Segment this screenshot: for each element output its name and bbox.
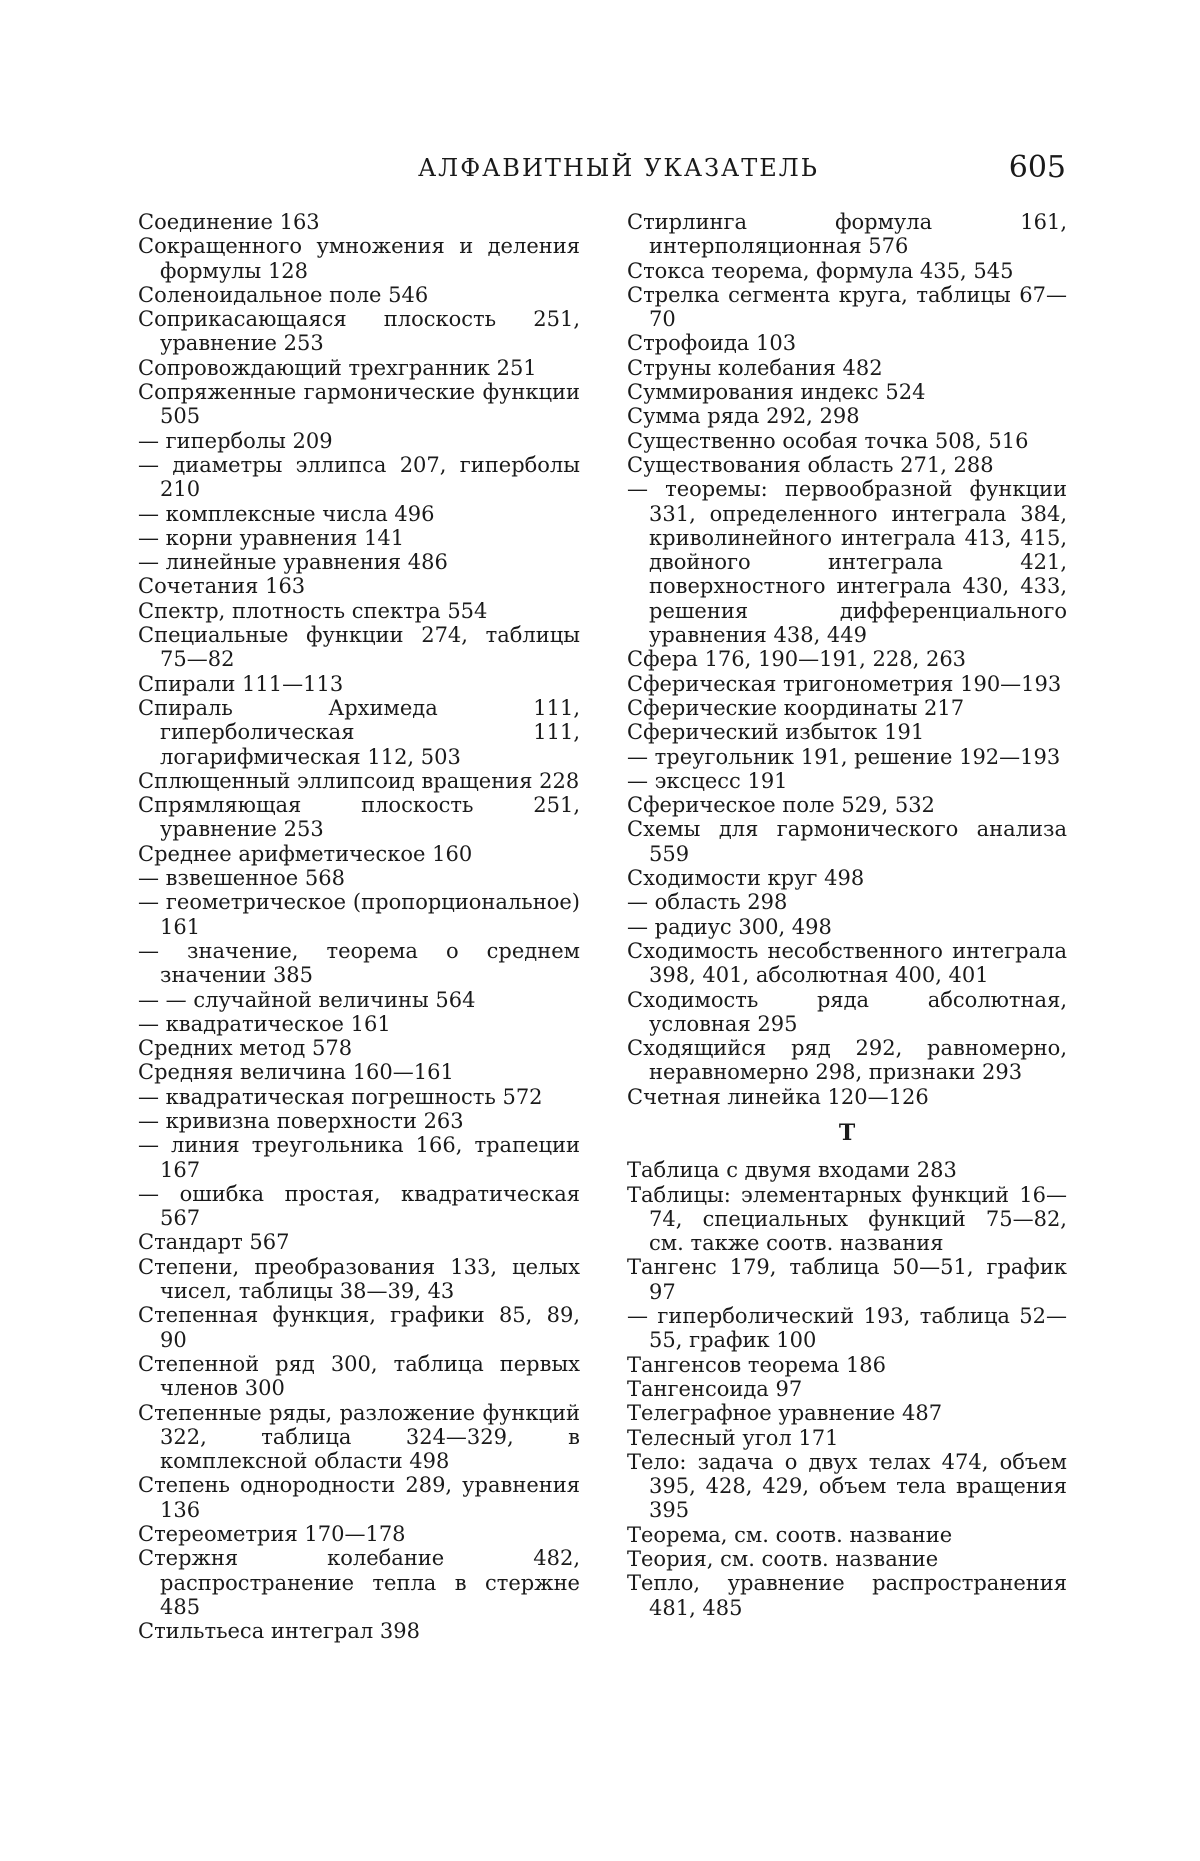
index-entry: Стрелка сегмента круга, таблицы 67—70 bbox=[627, 282, 1067, 332]
index-entry: Сплющенный эллипсоид вращения 228 bbox=[138, 768, 580, 793]
running-title: АЛФАВИТНЫЙ УКАЗАТЕЛЬ bbox=[418, 154, 819, 182]
page-number: 605 bbox=[1008, 150, 1066, 185]
index-column-left bbox=[138, 210, 580, 1644]
index-entry: Среднее арифметическое 160 bbox=[138, 841, 473, 866]
index-entry: Тело: задача о двух телах 474, объем 395, 428, 429, объем тела вращения 395 bbox=[627, 1449, 1067, 1523]
index-entry: Стильтьеса интеграл 398 bbox=[138, 1619, 420, 1644]
index-entry: — область 298 bbox=[627, 890, 788, 915]
index-entry: Степенная функция, графики 85, 89, 90 bbox=[138, 1303, 580, 1352]
index-entry: — диаметры эллипса 207, гиперболы 210 bbox=[138, 452, 580, 502]
index-group-t bbox=[627, 1158, 1067, 1620]
index-entry: — геометрическое (пропорциональное) 161 bbox=[138, 890, 580, 939]
index-entry: — треугольник 191, решение 192—193 bbox=[627, 744, 1061, 769]
index-entry: Степенной ряд 300, таблица первых членов 300 bbox=[138, 1351, 580, 1401]
index-entry: Спрямляющая плоскость 251, уравнение 253 bbox=[138, 793, 580, 842]
index-entry: Сходимость ряда абсолютная, условная 295 bbox=[627, 987, 1067, 1036]
index-entry: Стокса теорема, формула 435, 545 bbox=[627, 258, 1014, 283]
index-entry: Средних метод 578 bbox=[138, 1036, 353, 1061]
index-entry: Специальные функции 274, таблицы 75—82 bbox=[138, 623, 580, 672]
index-group-s-continued bbox=[627, 210, 1067, 1109]
index-entry: Суммирования индекс 524 bbox=[627, 380, 926, 405]
index-entry: Схемы для гармонического анализа 559 bbox=[627, 817, 1067, 866]
index-entry: Стандарт 567 bbox=[138, 1230, 290, 1255]
index-entry: Средняя величина 160—161 bbox=[138, 1060, 454, 1085]
index-entry: — корни уравнения 141 bbox=[138, 525, 405, 550]
index-entry: Телесный угол 171 bbox=[627, 1425, 839, 1450]
index-entry: — гиперболы 209 bbox=[138, 428, 333, 453]
index-entry: — значение, теорема о среднем значении 385 bbox=[138, 938, 580, 988]
index-entry: Стирлинга формула 161, интерполяционная 576 bbox=[627, 210, 1067, 259]
index-entry: Степени, преобразования 133, целых чисел, таблицы 38—39, 43 bbox=[138, 1254, 580, 1304]
index-entry: Сокращенного умножения и деления формулы 128 bbox=[138, 234, 580, 283]
index-entry: Соединение 163 bbox=[138, 210, 320, 234]
index-entry: Соленоидальное поле 546 bbox=[138, 282, 429, 307]
index-entry: Тангенсоида 97 bbox=[627, 1376, 803, 1401]
index-entry: — квадратическая погрешность 572 bbox=[138, 1084, 543, 1109]
index-entry: Строфоида 103 bbox=[627, 331, 797, 356]
index-entry: Тангенсов теорема 186 bbox=[627, 1352, 887, 1377]
index-entry: Сферический избыток 191 bbox=[627, 720, 925, 745]
index-entry: Сопровождающий трехгранник 251 bbox=[138, 355, 537, 380]
index-entry: Сходимости круг 498 bbox=[627, 866, 865, 891]
index-entry: — эксцесс 191 bbox=[627, 768, 788, 793]
index-entry: Спирали 111—113 bbox=[138, 671, 344, 696]
index-entry: — ошибка простая, квадратическая 567 bbox=[138, 1181, 580, 1231]
index-entry: Стереометрия 170—178 bbox=[138, 1522, 406, 1547]
index-entry: — гиперболический 193, таблица 52—55, график 100 bbox=[627, 1304, 1067, 1353]
index-entry: Соприкасающаяся плоскость 251, уравнение 253 bbox=[138, 307, 580, 356]
index-entry: Счетная линейка 120—126 bbox=[627, 1084, 929, 1109]
index-entry: Сумма ряда 292, 298 bbox=[627, 404, 860, 429]
index-entry: Таблицы: элементарных функций 16—74, специальных функций 75—82, см. также соотв. названия bbox=[627, 1182, 1067, 1256]
index-entry: — — случайной величины 564 bbox=[138, 987, 476, 1012]
index-entry: Степень однородности 289, уравнения 136 bbox=[138, 1473, 580, 1522]
index-entry: Сферическая тригонометрия 190—193 bbox=[627, 671, 1062, 696]
index-entry: Спектр, плотность спектра 554 bbox=[138, 598, 488, 623]
index-entry: Сферические координаты 217 bbox=[627, 695, 965, 720]
index-entry: Существования область 271, 288 bbox=[627, 452, 994, 477]
index-entry: — линейные уравнения 486 bbox=[138, 550, 448, 575]
index-entry: Тепло, уравнение распространения 481, 485 bbox=[627, 1571, 1067, 1620]
index-entry: Стержня колебание 482, распространение тепла в стержне 485 bbox=[138, 1546, 580, 1619]
index-entry: Спираль Архимеда 111, гиперболическая 111, логарифмическая 112, 503 bbox=[138, 695, 580, 769]
index-entry: — кривизна поверхности 263 bbox=[138, 1108, 464, 1133]
index-entry: Существенно особая точка 508, 516 bbox=[627, 428, 1029, 453]
section-letter: Т bbox=[838, 1119, 856, 1146]
index-entry: — квадратическое 161 bbox=[138, 1011, 391, 1036]
index-entry: — взвешенное 568 bbox=[138, 866, 345, 891]
index-entry: — комплексные числа 496 bbox=[138, 501, 435, 526]
index-entry: Сферическое поле 529, 532 bbox=[627, 793, 935, 818]
index-entry: Теорема, см. соотв. название bbox=[627, 1522, 953, 1547]
index-entry: Степенные ряды, разложение функций 322, таблица 324—329, в комплексной области 498 bbox=[138, 1400, 580, 1474]
index-entry: — линия треугольника 166, трапеции 167 bbox=[138, 1133, 580, 1182]
index-entry: Сопряженные гармонические функции 505 bbox=[138, 380, 580, 429]
index-entry: Теория, см. соотв. название bbox=[627, 1547, 939, 1572]
page-header bbox=[138, 150, 1066, 190]
index-entry: Тангенс 179, таблица 50—51, график 97 bbox=[627, 1255, 1067, 1304]
index-entry: Таблица с двумя входами 283 bbox=[627, 1158, 957, 1183]
index-entry: Сходимость несобственного интеграла 398, 401, абсолютная 400, 401 bbox=[627, 938, 1067, 988]
index-entry: Сходящийся ряд 292, равномерно, неравномерно 298, признаки 293 bbox=[627, 1036, 1067, 1085]
index-entry: — теоремы: первообразной функции 331, определенного интеграла 384, криволинейного интеграла 413, 415, двойного интеграла 421, поверхностного интеграла 430, 433, решения дифференциального уравнения 438, 449 bbox=[627, 477, 1067, 648]
index-entry: Телеграфное уравнение 487 bbox=[627, 1401, 943, 1426]
index-entry: — радиус 300, 498 bbox=[627, 914, 832, 939]
index-entry: Сфера 176, 190—191, 228, 263 bbox=[627, 647, 967, 672]
index-entry: Струны колебания 482 bbox=[627, 355, 883, 380]
index-entry: Сочетания 163 bbox=[138, 574, 306, 599]
index-column-right bbox=[627, 210, 1067, 1620]
